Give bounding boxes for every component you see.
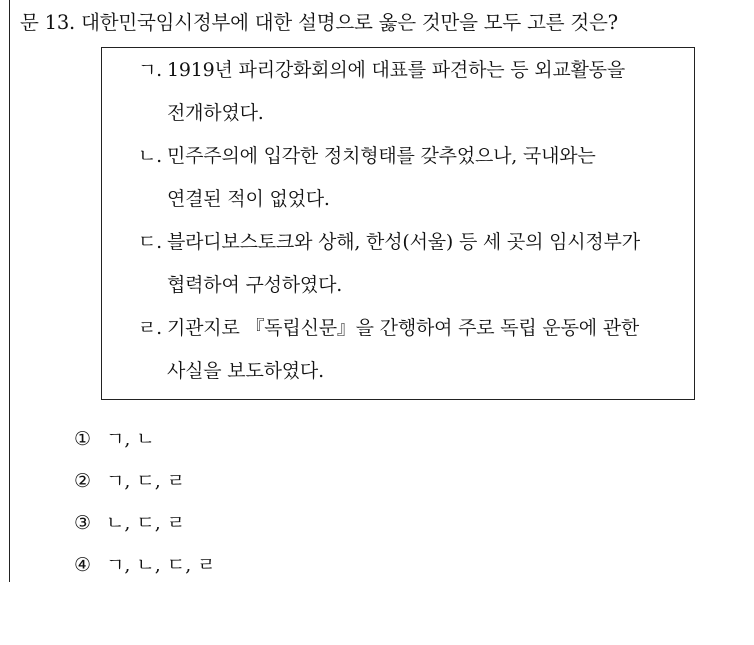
- statement-mark: ㄴ.: [138, 145, 162, 167]
- statement-text: 블라디보스토크와 상해, 한성(서울) 등 세 곳의 임시정부가: [167, 231, 640, 253]
- statement-text: 민주주의에 입각한 정치형태를 갖추었으나, 국내와는: [167, 145, 596, 167]
- question-stem: [20, 9, 618, 37]
- statement-2: [138, 142, 596, 170]
- statement-1-continuation: 전개하였다.: [167, 102, 264, 124]
- statement-mark: ㄹ.: [138, 317, 162, 339]
- choice-text: ㄱ, ㄴ, ㄷ, ㄹ: [106, 554, 216, 576]
- choice-text: ㄴ, ㄷ, ㄹ: [106, 512, 186, 534]
- choice-1[interactable]: [74, 425, 155, 453]
- question-text: 대한민국임시정부에 대한 설명으로 옳은 것만을 모두 고른 것은?: [81, 11, 618, 34]
- question-number: 문 13.: [20, 11, 76, 34]
- choice-mark: ③: [74, 512, 92, 534]
- choice-mark: ④: [74, 554, 92, 576]
- choice-mark: ①: [74, 428, 92, 450]
- statement-text: 1919년 파리강화회의에 대표를 파견하는 등 외교활동을: [167, 59, 625, 81]
- choice-3[interactable]: [74, 509, 185, 537]
- statement-3: [138, 228, 640, 256]
- choice-text: ㄱ, ㄴ: [106, 428, 155, 450]
- statement-mark: ㄷ.: [138, 231, 162, 253]
- statement-3-continuation: 협력하여 구성하였다.: [167, 274, 343, 296]
- statement-2-continuation: 연결된 적이 없었다.: [167, 188, 330, 210]
- statement-1: [138, 56, 625, 84]
- statement-4-continuation: 사실을 보도하였다.: [167, 360, 324, 382]
- choice-mark: ②: [74, 470, 92, 492]
- choice-2[interactable]: [74, 467, 185, 495]
- statements-box: [101, 47, 695, 400]
- statement-text: 기관지로 『독립신문』을 간행하여 주로 독립 운동에 관한: [167, 317, 640, 339]
- statement-mark: ㄱ.: [138, 59, 162, 81]
- choice-4[interactable]: [74, 551, 216, 579]
- choice-text: ㄱ, ㄷ, ㄹ: [106, 470, 186, 492]
- left-margin-rule: [9, 0, 10, 582]
- statement-4: [138, 314, 639, 342]
